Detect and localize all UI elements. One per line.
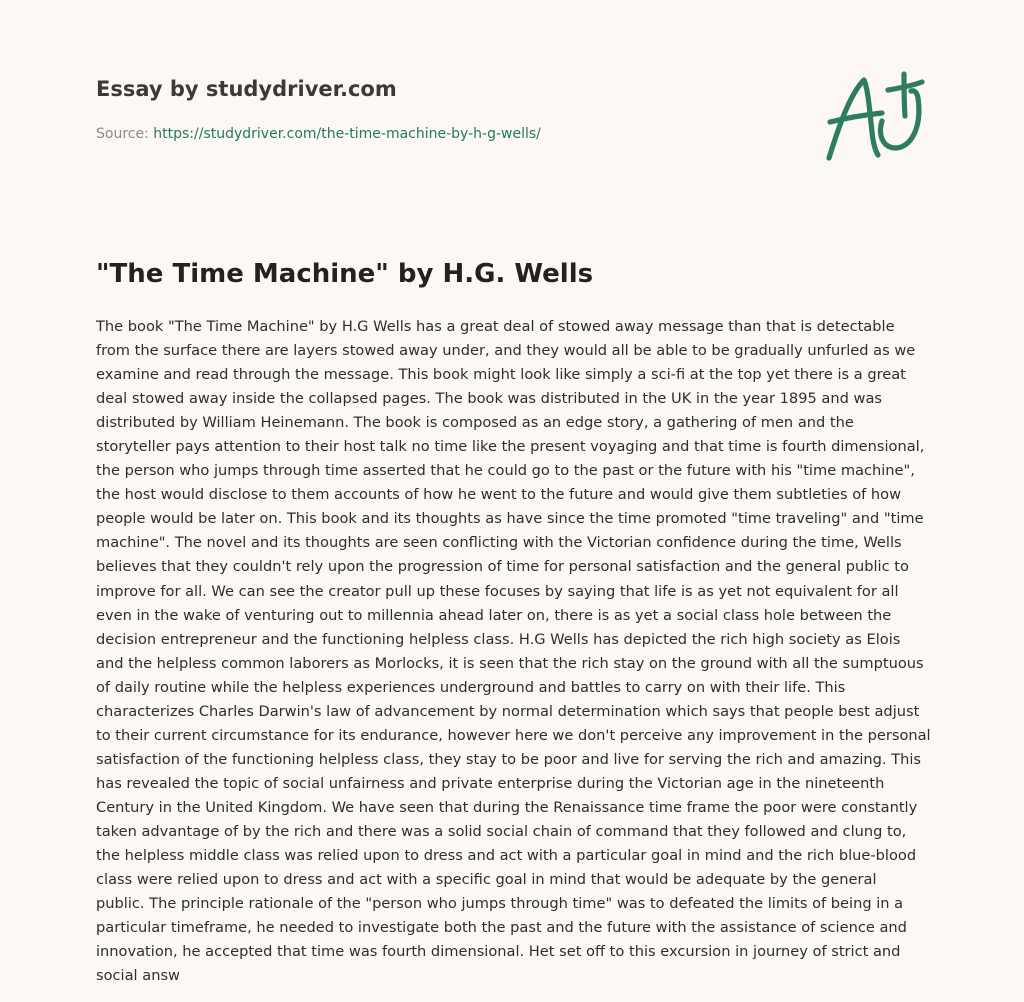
essay-line: public. The principle rationale of the "person who jumps through time" was to defeated the limits of being in a <box>96 895 904 913</box>
source-label: Source: <box>96 126 154 142</box>
essay-line: characterizes Charles Darwin's law of advancement by normal determination which says that people best adjust <box>96 702 920 720</box>
essay-line: improve for all. We can see the creator pull up these focuses by saying that life is as yet not equivalent for all <box>96 582 899 600</box>
essay-line: taken advantage of by the rich and there was a solid social chain of command that they followed and clung to, <box>96 822 907 840</box>
essay-line: believes that they couldn't rely upon the progression of time for personal satisfaction and the general public to <box>96 558 909 576</box>
essay-line: deal stowed away inside the collapsed pages. The book was distributed in the UK in the year 1895 and was <box>96 390 882 408</box>
essay-line: of daily routine while the helpless experiences underground and battles to carry on with their life. This <box>96 678 846 696</box>
essay-body <box>96 315 932 985</box>
essay-line: class were relied upon to dress and act with a specific goal in mind that would be adequate by the general <box>96 871 877 889</box>
essay-line: the helpless middle class was relied upon to dress and act with a particular goal in mind and the rich blue-blood <box>96 847 917 865</box>
source-link[interactable]: https://studydriver.com/the-time-machine-by-h-g-wells/ <box>153 126 541 142</box>
essay-line: even in the wake of venturing out to millennia ahead later on, there is as yet a social class hole between the <box>96 606 892 624</box>
essay-line: people would be later on. This book and its thoughts as have since the time promoted "time traveling" and "time <box>96 510 924 528</box>
essay-line: social answ <box>96 967 180 985</box>
essay-line: and the helpless common laborers as Morlocks, it is seen that the rich stay on the ground with all the sumptuous <box>96 654 924 672</box>
essay-line: machine". The novel and its thoughts are seen conflicting with the Victorian confidence during the time, Wells <box>96 534 902 552</box>
essay-line: has revealed the topic of social unfairness and private enterprise during the Victorian age in the nineteenth <box>96 774 885 792</box>
essay-line: from the surface there are layers stowed away under, and they would all be able to be gradually unfurled as we <box>96 342 916 360</box>
essay-header <box>96 74 796 144</box>
brand-title: Essay by studydriver.com <box>96 77 397 101</box>
essay-line: storyteller pays attention to their host talk no time like the present voyaging and that time is fourth dimensional, <box>96 438 925 456</box>
source-line <box>96 124 796 144</box>
essay-line: examine and read through the message. This book might look like simply a sci-fi at the top yet there is a great <box>96 366 906 384</box>
essay-line: the host would disclose to them accounts of how he went to the future and would give them subtleties of how <box>96 486 902 504</box>
essay-line: The book "The Time Machine" by H.G Wells has a great deal of stowed away message than that is detectable <box>96 318 895 335</box>
essay-line: decision entrepreneur and the functioning helpless class. H.G Wells has depicted the rich high society as Elois <box>96 630 901 648</box>
essay-line: distributed by William Heinemann. The book is composed as an edge story, a gathering of men and the <box>96 414 854 432</box>
essay-title: "The Time Machine" by H.G. Wells <box>96 259 594 289</box>
essay-line: to their current circumstance for its endurance, however here we don't perceive any improvement in the personal <box>96 726 931 744</box>
a-plus-logo-icon <box>822 66 926 166</box>
essay-line: particular timeframe, he needed to investigate both the past and the future with the assistance of science and <box>96 919 907 937</box>
essay-line: the person who jumps through time asserted that he could go to the past or the future with his "time machine", <box>96 462 915 480</box>
essay-line: innovation, he accepted that time was fourth dimensional. Het set off to this excursion in journey of strict and <box>96 943 901 961</box>
essay-line: satisfaction of the functioning helpless class, they stay to be poor and live for serving the rich and amazing. This <box>96 750 922 768</box>
essay-line: Century in the United Kingdom. We have seen that during the Renaissance time frame the poor were constantly <box>96 798 918 816</box>
